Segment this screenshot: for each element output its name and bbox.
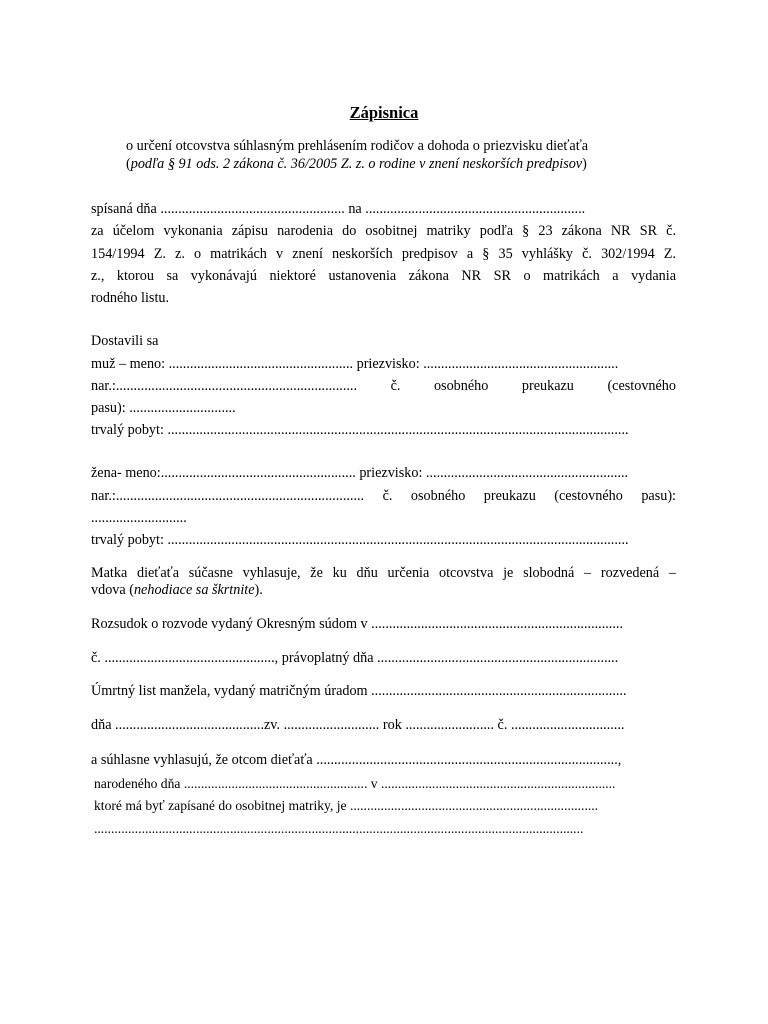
legal-reference-close: ) xyxy=(582,156,587,172)
written-date-line: spísaná dňa .................................................... na .............................................................. xyxy=(91,201,586,217)
purpose-line-3: z., ktorou sa vykonávajú niektoré ustanovenia zákona NR SR o matrikách a vydania xyxy=(91,268,676,284)
man-residence-line: trvalý pobyt: .................................................................................................................................. xyxy=(91,422,629,438)
certificate-date-line: dňa ..........................................zv. ........................... rok ......................... č. ................................ xyxy=(91,717,625,733)
paternity-declaration-line: a súhlasne vyhlasujú, že otcom dieťaťa ....................................................................................., xyxy=(91,752,622,768)
mother-status-line-1: Matka dieťaťa súčasne vyhlasuje, že ku dňu určenia otcovstva je slobodná – rozvedená – xyxy=(91,565,676,581)
woman-passport-line: ........................... xyxy=(91,510,187,526)
woman-residence-line: trvalý pobyt: .................................................................................................................................. xyxy=(91,532,629,548)
blank-continuation-line: ................................................................................................................................................ xyxy=(94,821,584,836)
woman-name-line: žena- meno:....................................................... priezvisko: ......................................................... xyxy=(91,465,629,481)
man-name-line: muž – meno: .................................................... priezvisko: ....................................................... xyxy=(91,356,619,372)
strike-instruction: nehodiace sa škrtnite xyxy=(133,582,255,598)
mother-status-suffix: ). xyxy=(254,582,263,598)
man-birth-id-line: nar.:.................................................................... č. osobného preukazu (cestovného xyxy=(91,378,676,394)
legal-reference-open: ( xyxy=(126,156,131,172)
death-certificate-line: Úmrtný list manžela, vydaný matričným úradom ........................................................................ xyxy=(91,683,627,699)
mother-status-line-2 xyxy=(91,581,676,599)
woman-birth-id-line: nar.:...................................................................... č. osobného preukazu (cestovného pasu): xyxy=(91,488,676,504)
judgment-number-line: č. ................................................, právoplatný dňa .................................................................... xyxy=(91,650,619,666)
divorce-judgment-line: Rozsudok o rozvode vydaný Okresným súdom v ....................................................................... xyxy=(91,616,623,632)
legal-reference-text: podľa § 91 ods. 2 zákona č. 36/2005 Z. z. o rodine v znení neskorších predpisov xyxy=(130,156,583,172)
purpose-line-1: za účelom vykonania zápisu narodenia do osobitnej matriky podľa § 23 zákona NR SR č. xyxy=(91,223,676,239)
document-title: Zápisnica xyxy=(349,103,419,122)
man-passport-line: pasu): .............................. xyxy=(91,400,236,416)
document-subtitle: o určení otcovstva súhlasným prehlásením rodičov a dohoda o priezvisku dieťaťa xyxy=(126,138,589,154)
child-birth-line: narodeného dňa ...................................................... v ..................................................................... xyxy=(94,776,616,791)
mother-status-prefix: vdova ( xyxy=(91,582,134,598)
legal-reference xyxy=(126,156,587,173)
purpose-line-4: rodného listu. xyxy=(91,290,170,306)
purpose-line-2: 154/1994 Z. z. o matrikách v znení neskorších predpisov a § 35 vyhlášky č. 302/1994 Z. xyxy=(91,246,676,262)
child-surname-line: ktoré má byť zapísané do osobitnej matriky, je ......................................................................... xyxy=(94,798,599,813)
attendees-heading: Dostavili sa xyxy=(91,333,159,349)
